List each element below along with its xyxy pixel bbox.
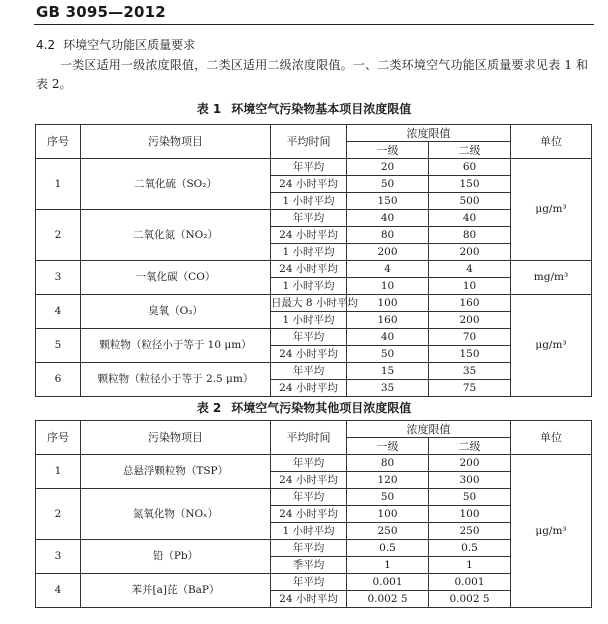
grade1-value: 1 xyxy=(347,557,429,574)
pollutant-name: 苯并[a]芘（BaP） xyxy=(81,574,271,608)
pollutant-seq: 5 xyxy=(36,329,81,363)
grade2-value: 160 xyxy=(429,295,511,312)
pollutant-seq: 4 xyxy=(36,574,81,608)
grade2-value: 100 xyxy=(429,506,511,523)
grade1-value: 15 xyxy=(347,363,429,380)
pollutant-seq: 1 xyxy=(36,455,81,489)
averaging-time: 24 小时平均 xyxy=(271,380,347,397)
col-header-time: 平均时间 xyxy=(271,125,347,159)
table-row xyxy=(36,540,592,557)
grade1-value: 10 xyxy=(347,278,429,295)
grade2-value: 200 xyxy=(429,312,511,329)
grade2-value: 0.001 xyxy=(429,574,511,591)
grade2-value: 80 xyxy=(429,227,511,244)
averaging-time: 年平均 xyxy=(271,489,347,506)
col-header-grade2: 二级 xyxy=(429,142,511,159)
table1-title: 环境空气污染物基本项目浓度限值 xyxy=(231,102,412,116)
grade2-value: 200 xyxy=(429,455,511,472)
grade2-value: 60 xyxy=(429,159,511,176)
averaging-time: 年平均 xyxy=(271,159,347,176)
pollutant-seq: 2 xyxy=(36,210,81,261)
table1 xyxy=(35,124,592,397)
col-header-limit: 浓度限值 xyxy=(347,125,511,142)
averaging-time: 年平均 xyxy=(271,574,347,591)
grade1-value: 250 xyxy=(347,523,429,540)
grade2-value: 500 xyxy=(429,193,511,210)
grade2-value: 1 xyxy=(429,557,511,574)
table-row xyxy=(36,261,592,278)
col-header-time: 平均时间 xyxy=(271,421,347,455)
grade1-value: 50 xyxy=(347,489,429,506)
pollutant-seq: 6 xyxy=(36,363,81,397)
grade2-value: 10 xyxy=(429,278,511,295)
averaging-time: 24 小时平均 xyxy=(271,346,347,363)
averaging-time: 24 小时平均 xyxy=(271,472,347,489)
averaging-time: 24 小时平均 xyxy=(271,591,347,608)
averaging-time: 年平均 xyxy=(271,363,347,380)
pollutant-name: 铅（Pb） xyxy=(81,540,271,574)
table-row xyxy=(36,329,592,346)
table-row xyxy=(36,455,592,472)
pollutant-seq: 3 xyxy=(36,261,81,295)
grade1-value: 20 xyxy=(347,159,429,176)
grade2-value: 0.002 5 xyxy=(429,591,511,608)
section-number: 4.2 xyxy=(36,38,56,52)
grade2-value: 150 xyxy=(429,346,511,363)
col-header-unit: 单位 xyxy=(511,421,592,455)
col-header-grade2: 二级 xyxy=(429,438,511,455)
section-intro: 一类区适用一级浓度限值，二类区适用二级浓度限值。一、二类环境空气功能区质量要求见表 1 和表 2。 xyxy=(36,58,588,91)
unit-cell: μg/m³ xyxy=(511,295,592,397)
averaging-time: 1 小时平均 xyxy=(271,523,347,540)
col-header-seq: 序号 xyxy=(36,125,81,159)
table2-caption xyxy=(0,399,608,416)
unit-cell: μg/m³ xyxy=(511,159,592,261)
averaging-time: 1 小时平均 xyxy=(271,278,347,295)
grade1-value: 120 xyxy=(347,472,429,489)
grade1-value: 0.001 xyxy=(347,574,429,591)
grade1-value: 200 xyxy=(347,244,429,261)
table-row xyxy=(36,574,592,591)
grade2-value: 70 xyxy=(429,329,511,346)
averaging-time: 年平均 xyxy=(271,210,347,227)
grade1-value: 100 xyxy=(347,295,429,312)
averaging-time: 24 小时平均 xyxy=(271,176,347,193)
averaging-time: 日最大 8 小时平均 xyxy=(271,295,347,312)
grade2-value: 300 xyxy=(429,472,511,489)
table2-title: 环境空气污染物其他项目浓度限值 xyxy=(231,401,412,415)
table2-number: 表 2 xyxy=(196,401,222,415)
pollutant-name: 总悬浮颗粒物（TSP） xyxy=(81,455,271,489)
averaging-time: 1 小时平均 xyxy=(271,312,347,329)
averaging-time: 24 小时平均 xyxy=(271,227,347,244)
grade1-value: 50 xyxy=(347,176,429,193)
pollutant-seq: 4 xyxy=(36,295,81,329)
col-header-item: 污染物项目 xyxy=(81,125,271,159)
pollutant-name: 颗粒物（粒径小于等于 2.5 μm） xyxy=(81,363,271,397)
pollutant-name: 颗粒物（粒径小于等于 10 μm） xyxy=(81,329,271,363)
averaging-time: 年平均 xyxy=(271,455,347,472)
grade1-value: 160 xyxy=(347,312,429,329)
grade1-value: 80 xyxy=(347,455,429,472)
header-rule xyxy=(34,24,594,25)
grade1-value: 0.5 xyxy=(347,540,429,557)
grade2-value: 75 xyxy=(429,380,511,397)
table2 xyxy=(35,420,592,608)
grade1-value: 80 xyxy=(347,227,429,244)
pollutant-name: 臭氧（O₃） xyxy=(81,295,271,329)
grade2-value: 50 xyxy=(429,489,511,506)
table-row xyxy=(36,295,592,312)
col-header-seq: 序号 xyxy=(36,421,81,455)
averaging-time: 24 小时平均 xyxy=(271,261,347,278)
table-row xyxy=(36,489,592,506)
grade2-value: 35 xyxy=(429,363,511,380)
averaging-time: 24 小时平均 xyxy=(271,506,347,523)
col-header-grade1: 一级 xyxy=(347,142,429,159)
section-title: 环境空气功能区质量要求 xyxy=(63,38,196,52)
averaging-time: 1 小时平均 xyxy=(271,193,347,210)
pollutant-seq: 1 xyxy=(36,159,81,210)
grade1-value: 40 xyxy=(347,329,429,346)
grade1-value: 0.002 5 xyxy=(347,591,429,608)
grade1-value: 35 xyxy=(347,380,429,397)
grade2-value: 150 xyxy=(429,176,511,193)
table-row xyxy=(36,363,592,380)
unit-cell: μg/m³ xyxy=(511,455,592,608)
col-header-item: 污染物项目 xyxy=(81,421,271,455)
pollutant-name: 二氧化氮（NO₂） xyxy=(81,210,271,261)
grade2-value: 40 xyxy=(429,210,511,227)
section-heading xyxy=(36,36,195,53)
grade1-value: 150 xyxy=(347,193,429,210)
pollutant-name: 二氧化硫（SO₂） xyxy=(81,159,271,210)
grade2-value: 250 xyxy=(429,523,511,540)
table1-caption xyxy=(0,100,608,117)
col-header-grade1: 一级 xyxy=(347,438,429,455)
grade1-value: 4 xyxy=(347,261,429,278)
averaging-time: 年平均 xyxy=(271,540,347,557)
col-header-unit: 单位 xyxy=(511,125,592,159)
pollutant-seq: 3 xyxy=(36,540,81,574)
grade2-value: 0.5 xyxy=(429,540,511,557)
pollutant-seq: 2 xyxy=(36,489,81,540)
standard-code: GB 3095—2012 xyxy=(36,3,166,21)
averaging-time: 年平均 xyxy=(271,329,347,346)
table-row xyxy=(36,159,592,176)
grade2-value: 4 xyxy=(429,261,511,278)
table-row xyxy=(36,210,592,227)
grade1-value: 50 xyxy=(347,346,429,363)
col-header-limit: 浓度限值 xyxy=(347,421,511,438)
grade1-value: 40 xyxy=(347,210,429,227)
averaging-time: 1 小时平均 xyxy=(271,244,347,261)
pollutant-name: 一氧化碳（CO） xyxy=(81,261,271,295)
unit-cell: mg/m³ xyxy=(511,261,592,295)
averaging-time: 季平均 xyxy=(271,557,347,574)
grade1-value: 100 xyxy=(347,506,429,523)
pollutant-name: 氮氧化物（NOₓ） xyxy=(81,489,271,540)
table1-number: 表 1 xyxy=(196,102,222,116)
grade2-value: 200 xyxy=(429,244,511,261)
